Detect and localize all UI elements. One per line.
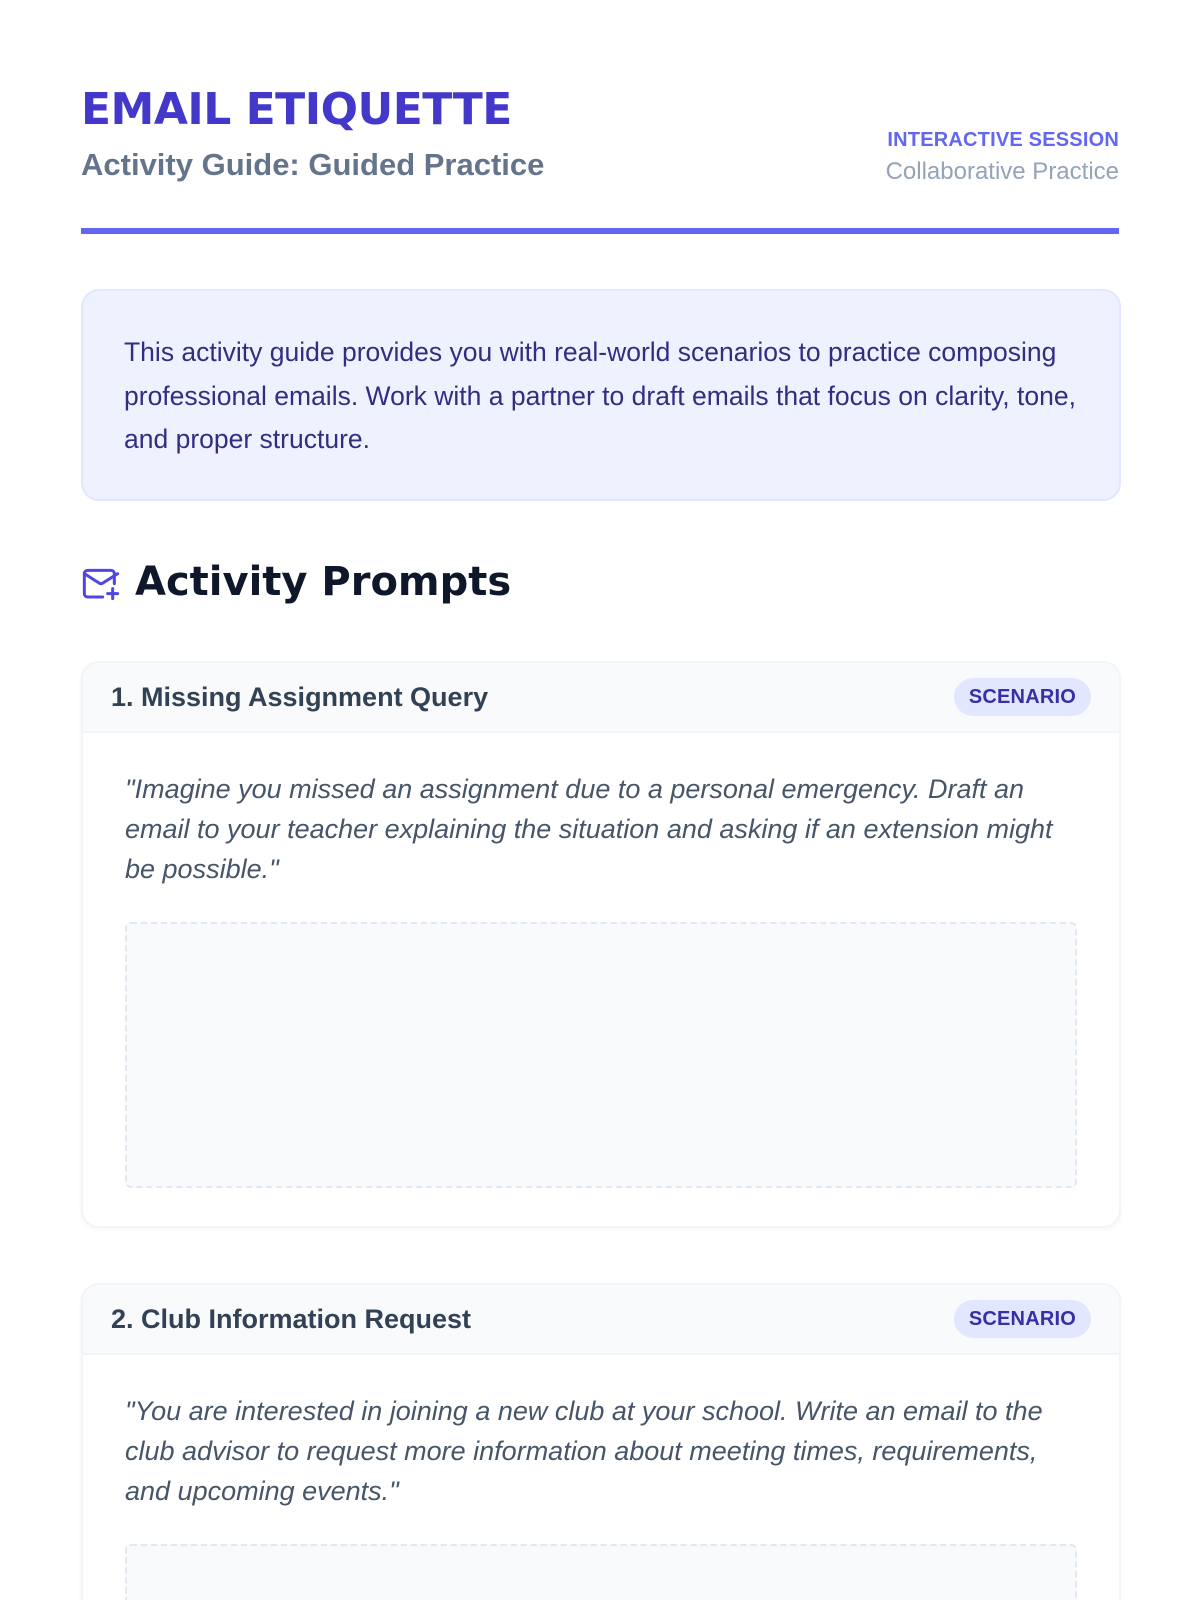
- prompt-card-header: [83, 663, 1119, 733]
- intro-box: [81, 289, 1121, 501]
- prompt-title: 2. Club Information Request: [111, 1303, 472, 1334]
- prompt-title: 1. Missing Assignment Query: [111, 681, 489, 712]
- scenario-badge: SCENARIO: [954, 1300, 1091, 1338]
- prompt-card: [81, 661, 1121, 1228]
- response-area[interactable]: [125, 1544, 1077, 1600]
- scenario-badge: SCENARIO: [954, 678, 1091, 716]
- page-header: [81, 0, 1119, 234]
- section-title: Activity Prompts: [135, 559, 512, 605]
- prompt-card-header: [83, 1285, 1119, 1355]
- header-divider: [81, 228, 1119, 234]
- prompt-text: "You are interested in joining a new club at your school. Write an email to the club advisor to request more information about meeting times, requirements, and upcoming events.": [125, 1396, 1043, 1506]
- section-heading: [81, 554, 511, 610]
- page-subtitle: Activity Guide: Guided Practice: [81, 147, 545, 182]
- prompt-text: "Imagine you missed an assignment due to a personal emergency. Draft an email to your teacher explaining the situation and asking if an extension might be possible.": [125, 774, 1053, 884]
- prompt-card: [81, 1283, 1121, 1600]
- prompt-card-body: [83, 733, 1119, 1188]
- prompt-card-body: [83, 1355, 1119, 1600]
- response-area[interactable]: [125, 922, 1077, 1188]
- session-label: INTERACTIVE SESSION: [887, 129, 1119, 151]
- intro-text: This activity guide provides you with real-world scenarios to practice composing professional emails. Work with a partner to draft emails that focus on clarity, tone, and proper structure.: [124, 337, 1076, 454]
- session-subtitle: Collaborative Practice: [885, 158, 1119, 185]
- page-title: EMAIL ETIQUETTE: [81, 84, 512, 135]
- mail-plus-icon: [81, 562, 121, 602]
